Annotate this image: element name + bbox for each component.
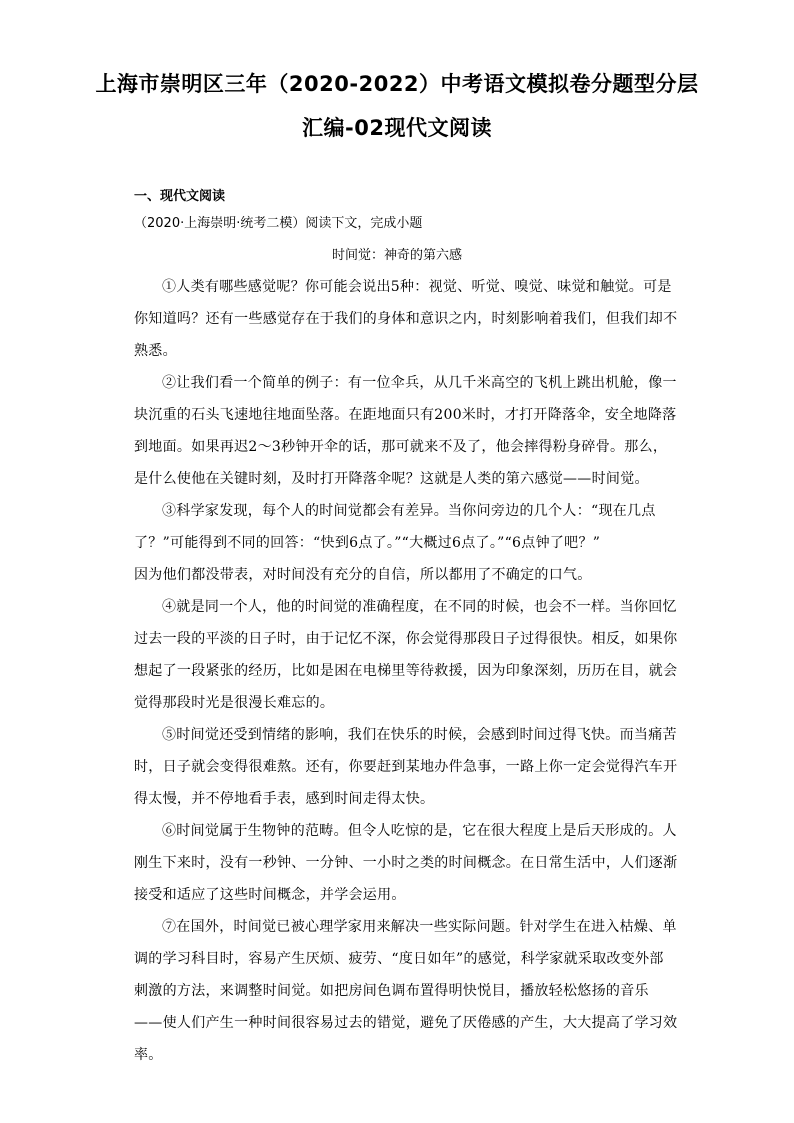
passage-line: ③科学家发现，每个人的时间觉都会有差异。当你问旁边的几个人：“现在几点	[162, 503, 656, 519]
passage-line: 得太慢，并不停地看手表，感到时间走得太快。	[134, 791, 435, 807]
passage-line: ①人类有哪些感觉呢？你可能会说出5种：视觉、听觉、嗅觉、味觉和触觉。可是	[162, 279, 672, 295]
document-title-line-2: 汇编-02现代文阅读	[302, 116, 492, 140]
passage-line: 调的学习科目时，容易产生厌烦、疲劳、“度日如年”的感觉，科学家就采取改变外部	[134, 951, 664, 967]
passage-line: 想起了一段紧张的经历，比如是困在电梯里等待救援，因为印象深刻，历历在目，就会	[134, 663, 678, 679]
passage-line: ⑦在国外，时间觉已被心理学家用来解决一些实际问题。针对学生在进入枯燥、单	[162, 919, 677, 935]
passage-line: ④就是同一个人，他的时间觉的准确程度，在不同的时候，也会不一样。当你回忆	[162, 599, 677, 615]
question-source: （2020·上海崇明·统考二模）阅读下文，完成小题	[134, 216, 423, 231]
passage-line: 接受和适应了这些时间概念，并学会运用。	[134, 887, 406, 903]
passage-line: 刚生下来时，没有一秒钟、一分钟、一小时之类的时间概念。在日常生活中，人们逐渐	[134, 855, 678, 871]
document-title-line-1: 上海市崇明区三年（2020-2022）中考语文模拟卷分题型分层	[95, 72, 699, 96]
passage-line: 觉得那段时光是很漫长难忘的。	[134, 695, 335, 711]
section-heading: 一、现代文阅读	[134, 189, 226, 204]
passage-line: ——使人们产生一种时间很容易过去的错觉，避免了厌倦感的产生，大大提高了学习效	[134, 1015, 678, 1031]
passage-line: ②让我们看一个简单的例子：有一位伞兵，从几千米高空的飞机上跳出机舱，像一	[162, 375, 677, 391]
passage-line: 时，日子就会变得很难熬。还有，你要赶到某地办件急事，一路上你一定会觉得汽车开	[134, 759, 678, 775]
passage-line: 熟悉。	[134, 343, 177, 359]
passage-line: ⑥时间觉属于生物钟的范畴。但令人吃惊的是，它在很大程度上是后天形成的。人	[162, 823, 677, 839]
passage-line: 率。	[134, 1047, 163, 1063]
passage-line: 了？”可能得到不同的回答：“快到6点了。”“大概过6点了。”“6点钟了吧？”	[134, 535, 601, 551]
passage-line: ⑤时间觉还受到情绪的影响，我们在快乐的时候，会感到时间过得飞快。而当痛苦	[162, 727, 677, 743]
passage-line: 块沉重的石头飞速地往地面坠落。在距地面只有200米时，才打开降落伞，安全地降落	[134, 407, 677, 423]
passage-line: 你知道吗？还有一些感觉存在于我们的身体和意识之内，时刻影响着我们，但我们却不	[134, 311, 678, 327]
passage-line: 刺激的方法，来调整时间觉。如把房间色调布置得明快悦目，播放轻松悠扬的音乐	[134, 983, 649, 999]
passage-line: 过去一段的平淡的日子时，由于记忆不深，你会觉得那段日子过得很快。相反，如果你	[134, 631, 678, 647]
passage-title: 时间觉：神奇的第六感	[331, 248, 462, 263]
passage-line: 到地面。如果再迟2～3秒钟开伞的话，那可就来不及了，他会摔得粉身碎骨。那么，	[134, 439, 668, 455]
passage-line: 因为他们都没带表，对时间没有充分的自信，所以都用了不确定的口气。	[134, 567, 592, 583]
passage-line: 是什么使他在关键时刻，及时打开降落伞呢？这就是人类的第六感觉——时间觉。	[134, 471, 649, 487]
